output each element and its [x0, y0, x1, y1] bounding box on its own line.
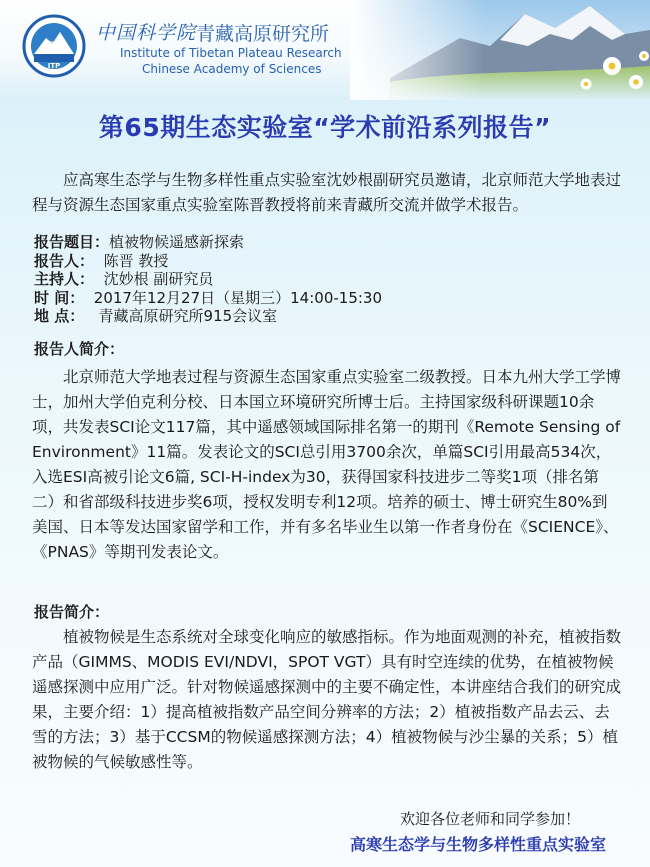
time-label: 时 间：	[34, 288, 85, 307]
time-value: 2017年12月27日（星期三）14:00-15:30	[93, 288, 382, 307]
logo-text: ITP	[47, 62, 61, 70]
topic-label: 报告题目：	[34, 233, 110, 251]
speaker-bio-heading: 报告人简介：	[34, 340, 125, 358]
topic-value: 植被物候遥感新探索	[109, 233, 245, 251]
institute-name-cn: 青藏高原研究所	[196, 23, 330, 45]
lab-name: 高寒生态学与生物多样性重点实验室	[350, 835, 607, 854]
intro-paragraph: 应高寒生态学与生物多样性重点实验室沈妙根副研究员邀请，北京师范大学地表过程与资源生态国家重点实验室陈晋教授将前来青藏所交流并做学术报告。	[32, 171, 622, 214]
speaker-label: 报告人：	[34, 251, 95, 270]
speaker-value: 陈晋 教授	[103, 251, 169, 270]
place-row	[34, 307, 382, 326]
report-abstract-heading: 报告简介：	[34, 603, 110, 621]
host-value: 沈妙根 副研究员	[103, 270, 214, 288]
host-row	[34, 270, 382, 289]
snow-mountain-banner	[350, 0, 650, 100]
place-value: 青藏高原研究所915会议室	[98, 307, 278, 325]
report-abstract-paragraph: 植被物候是生态系统对全球变化响应的敏感指标。作为地面观测的补充，植被指数产品（GIMMS、MODIS EVI/NDVI，SPOT VGT）具有时空连续的优势，在植被物候遥感探测中应用广泛。针对物候遥感探测中的主要不确定性，本讲座结合我们的研究成果，主要介绍：1）提高植被指数产品空间分辨率的方法；2）植被指数产品去云、去雪的方法；3）基于CCSM的物候遥感探测方法；4）植被物候与沙尘暴的关系；5）植被物候的气候敏感性等。	[32, 628, 622, 771]
welcome-text: 欢迎各位老师和同学参加！	[400, 810, 581, 828]
institute-name-en: Institute of Tibetan Plateau Research	[120, 46, 342, 60]
report-info	[34, 233, 382, 326]
page-title: 第65期生态实验室“学术前沿系列报告”	[98, 113, 552, 142]
cas-name: 中国科学院	[96, 22, 197, 44]
speaker-row	[34, 252, 382, 271]
topic-row	[34, 233, 382, 252]
cas-itp-logo-icon	[22, 14, 86, 78]
host-label: 主持人：	[34, 270, 95, 288]
page-header	[0, 0, 650, 100]
speaker-bio-paragraph: 北京师范大学地表过程与资源生态国家重点实验室二级教授。日本九州大学工学博士，加州大学伯克利分校、日本国立环境研究所博士后。主持国家级科研课题10余项，共发表SCI论文117篇，其中遥感领域国际排名第一的期刊《Remote Sensing of Environment》11篇。发表论文的SCI总引用3700余次，单篇SCI引用最高534次，入选ESI高被引论文6篇, SCI-H-index为30，获得国家科技进步二等奖1项（排名第二）和省部级科技进步奖6项，授权发明专利12项。培养的硕士、博士研究生80%到美国、日本等发达国家留学和工作，并有多名毕业生以第一作者身份在《SCIENCE》、《PNAS》等期刊发表论文。	[32, 368, 622, 561]
place-label: 地 点：	[34, 307, 85, 325]
time-row	[34, 289, 382, 308]
academy-name-en: Chinese Academy of Sciences	[142, 62, 322, 76]
